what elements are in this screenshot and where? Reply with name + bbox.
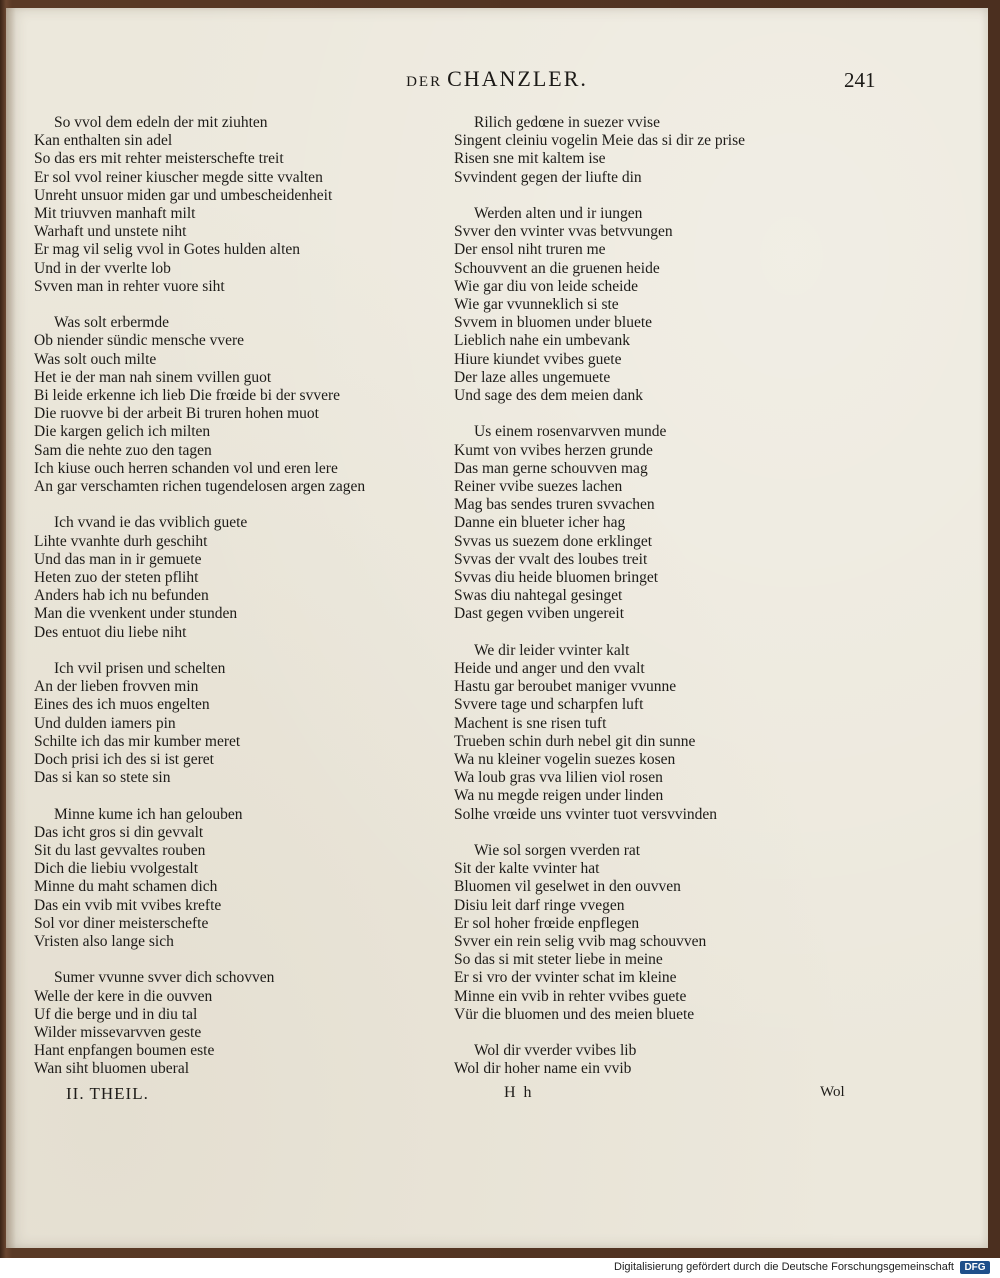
verse-line: Des entuot diu liebe niht <box>34 623 187 641</box>
verse-line: Minne ein vvib in rehter vvibes guete <box>454 987 687 1005</box>
stanza <box>454 1042 834 1078</box>
stanza <box>454 842 834 1024</box>
dfg-logo: DFG <box>960 1261 990 1274</box>
verse-line: Mit triuvven manhaft milt <box>34 205 196 223</box>
verse-line: So das si mit steter liebe in meine <box>454 951 663 969</box>
verse-line: Het ie der man nah sinem vvillen guot <box>34 368 272 386</box>
verse-line: Wan siht bluomen uberal <box>34 1060 190 1078</box>
verse-line: Was solt ouch milte <box>34 350 157 368</box>
book-page <box>6 8 988 1248</box>
verse-line: Svvas der vvalt des loubes treit <box>454 550 648 568</box>
verse-line: Bi leide erkenne ich lieb Die frœide bi der svvere <box>34 387 341 405</box>
verse-line: Anders hab ich nu befunden <box>34 587 209 605</box>
stanza <box>454 205 834 405</box>
verse-line: Er sol hoher frœide enpflegen <box>454 914 640 932</box>
verse-line: Der ensol niht truren me <box>454 241 606 259</box>
verse-line: Welle der kere in die ouvven <box>34 987 213 1005</box>
verse-line: Das man gerne schouvven mag <box>454 459 648 477</box>
verse-line: Sit der kalte vvinter hat <box>454 860 600 878</box>
page-number: 241 <box>844 68 876 92</box>
verse-line: Vristen also lange sich <box>34 933 174 951</box>
stanza <box>34 514 454 641</box>
verse-line: Svvindent gegen der liufte din <box>454 168 642 186</box>
verse-line: Hant enpfangen boumen este <box>34 1042 215 1060</box>
verse-line: Und sage des dem meien dank <box>454 387 643 405</box>
verse-line: Minne kume ich han gelouben <box>54 805 243 823</box>
running-head <box>6 66 988 92</box>
verse-line: Wa nu megde reigen under linden <box>454 787 664 805</box>
verse-line: Unreht unsuor miden gar und umbescheidenheit <box>34 186 333 204</box>
verse-line: Man die vvenkent under stunden <box>34 605 238 623</box>
stanza <box>34 314 454 496</box>
verse-line: Er sol vvol reiner kiuscher megde sitte vvalten <box>34 168 323 186</box>
verse-line: Der laze alles ungemuete <box>454 368 611 386</box>
verse-line: Wilder missevarvven geste <box>34 1024 202 1042</box>
stanza <box>454 114 834 187</box>
verse-line: Wa loub gras vva lilien viol rosen <box>454 769 663 787</box>
verse-line: Hiure kiundet vvibes guete <box>454 350 622 368</box>
left-column <box>34 114 454 1097</box>
signature-line: II. THEIL. <box>66 1084 149 1103</box>
verse-line: Uf die berge und in diu tal <box>34 1005 198 1023</box>
verse-line: Disiu leit darf ringe vvegen <box>454 896 625 914</box>
verse-line: Die ruovve bi der arbeit Bi truren hohen muot <box>34 405 319 423</box>
verse-line: Svvas us suezem done erklinget <box>454 532 653 550</box>
funding-bar <box>0 1258 1000 1278</box>
verse-line: Dast gegen vviben ungereit <box>454 605 625 623</box>
verse-line: Rilich gedœne in suezer vvise <box>474 114 660 131</box>
verse-line: Kumt von vvibes herzen grunde <box>454 441 653 459</box>
verse-line: Svvem in bluomen under bluete <box>454 314 653 332</box>
running-head-title: CHANZLER. <box>447 66 588 91</box>
verse-line: Machent is sne risen tuft <box>454 714 607 732</box>
verse-line: Er si vro der vvinter schat im kleine <box>454 969 677 987</box>
verse-line: Das icht gros si din gevvalt <box>34 823 204 841</box>
verse-line: Bluomen vil geselwet in den ouvven <box>454 878 681 896</box>
verse-line: An der lieben frovven min <box>34 678 199 696</box>
signature-mark: H h <box>504 1084 534 1101</box>
verse-line: Sumer vvunne svver dich schovven <box>54 969 275 987</box>
verse-line: Reiner vvibe suezes lachen <box>454 478 623 496</box>
verse-line: Ich vvil prisen und schelten <box>54 660 226 678</box>
verse-line: So vvol dem edeln der mit ziuhten <box>54 114 268 131</box>
verse-line: Risen sne mit kaltem ise <box>454 150 606 168</box>
verse-line: Wie sol sorgen vverden rat <box>474 842 641 860</box>
verse-line: Schilte ich das mir kumber meret <box>34 732 241 750</box>
verse-line: Svver ein rein selig vvib mag schouvven <box>454 933 707 951</box>
verse-line: Das si kan so stete sin <box>34 769 171 787</box>
verse-line: Warhaft und unstete niht <box>34 223 187 241</box>
verse-line: Eines des ich muos engelten <box>34 696 210 714</box>
verse-line: So das ers mit rehter meisterschefte treit <box>34 150 284 168</box>
stanza <box>454 642 834 824</box>
verse-line: Us einem rosenvarvven munde <box>474 423 667 441</box>
verse-line: Mag bas sendes truren svvachen <box>454 496 655 514</box>
stanza <box>34 114 454 296</box>
verse-line: Sol vor diner meisterschefte <box>34 914 209 932</box>
verse-line: Vür die bluomen und des meien bluete <box>454 1005 695 1023</box>
verse-line: Swas diu nahtegal gesinget <box>454 587 623 605</box>
funding-notice: Digitalisierung gefördert durch die Deutsche Forschungsgemeinschaft <box>614 1261 954 1273</box>
stanza <box>454 423 834 623</box>
verse-line: Sit du last gevvaltes rouben <box>34 842 206 860</box>
verse-line: Schouvvent an die gruenen heide <box>454 259 660 277</box>
verse-line: Ich vvand ie das vviblich guete <box>54 514 248 532</box>
verse-line: Wie gar vvunneklich si ste <box>454 296 619 314</box>
verse-line: Svven man in rehter vuore siht <box>34 277 225 295</box>
verse-line: Und in der vverlte lob <box>34 259 171 277</box>
verse-line: Wie gar diu von leide scheide <box>454 277 639 295</box>
verse-line: Heide und anger und den vvalt <box>454 660 645 678</box>
verse-line: Wol dir hoher name ein vvib <box>454 1060 632 1078</box>
verse-line: Wa nu kleiner vogelin suezes kosen <box>454 751 676 769</box>
verse-line: We dir leider vvinter kalt <box>474 641 630 659</box>
page-gutter-shadow <box>6 8 16 1248</box>
verse-line: Trueben schin durh nebel git din sunne <box>454 732 696 750</box>
right-column <box>454 114 834 1097</box>
verse-line: Lihte vvanhte durh geschiht <box>34 532 208 550</box>
verse-line: Wol dir vverder vvibes lib <box>474 1042 637 1060</box>
stanza <box>34 660 454 787</box>
verse-line: Minne du maht schamen dich <box>34 878 218 896</box>
verse-line: Er mag vil selig vvol in Gotes hulden alten <box>34 241 301 259</box>
verse-line: Svver den vvinter vvas betvvungen <box>454 223 673 241</box>
verse-line: Danne ein blueter icher hag <box>454 514 626 532</box>
verse-line: Die kargen gelich ich milten <box>34 423 211 441</box>
verse-line: Lieblich nahe ein umbevank <box>454 332 631 350</box>
verse-line: Solhe vrœide uns vvinter tuot versvvinden <box>454 805 718 823</box>
verse-line: Sam die nehte zuo den tagen <box>34 441 212 459</box>
verse-line: Ich kiuse ouch herren schanden vol und eren lere <box>34 459 338 477</box>
verse-line: Kan enthalten sin adel <box>34 132 173 150</box>
verse-line: Heten zuo der steten pfliht <box>34 569 199 587</box>
stanza <box>34 806 454 952</box>
verse-line: Ob niender sündic mensche vvere <box>34 332 245 350</box>
verse-line: Und dulden iamers pin <box>34 714 176 732</box>
verse-line: Svvas diu heide bluomen bringet <box>454 569 659 587</box>
verse-line: Svvere tage und scharpfen luft <box>454 696 644 714</box>
running-head-article: DER <box>406 74 443 90</box>
verse-line: Hastu gar beroubet maniger vvunne <box>454 678 677 696</box>
verse-line: Was solt erbermde <box>54 314 169 332</box>
catchword: Wol <box>820 1084 845 1100</box>
verse-line: Doch prisi ich des si ist geret <box>34 751 214 769</box>
verse-line: Singent cleiniu vogelin Meie das si dir ze prise <box>454 132 745 150</box>
verse-line: An gar verschamten richen tugendelosen argen zagen <box>34 478 366 496</box>
verse-line: Das ein vvib mit vvibes krefte <box>34 896 222 914</box>
stanza <box>34 969 454 1078</box>
verse-line: Werden alten und ir iungen <box>474 205 643 222</box>
verse-line: Dich die liebiu vvolgestalt <box>34 860 199 878</box>
verse-line: Und das man in ir gemuete <box>34 550 202 568</box>
